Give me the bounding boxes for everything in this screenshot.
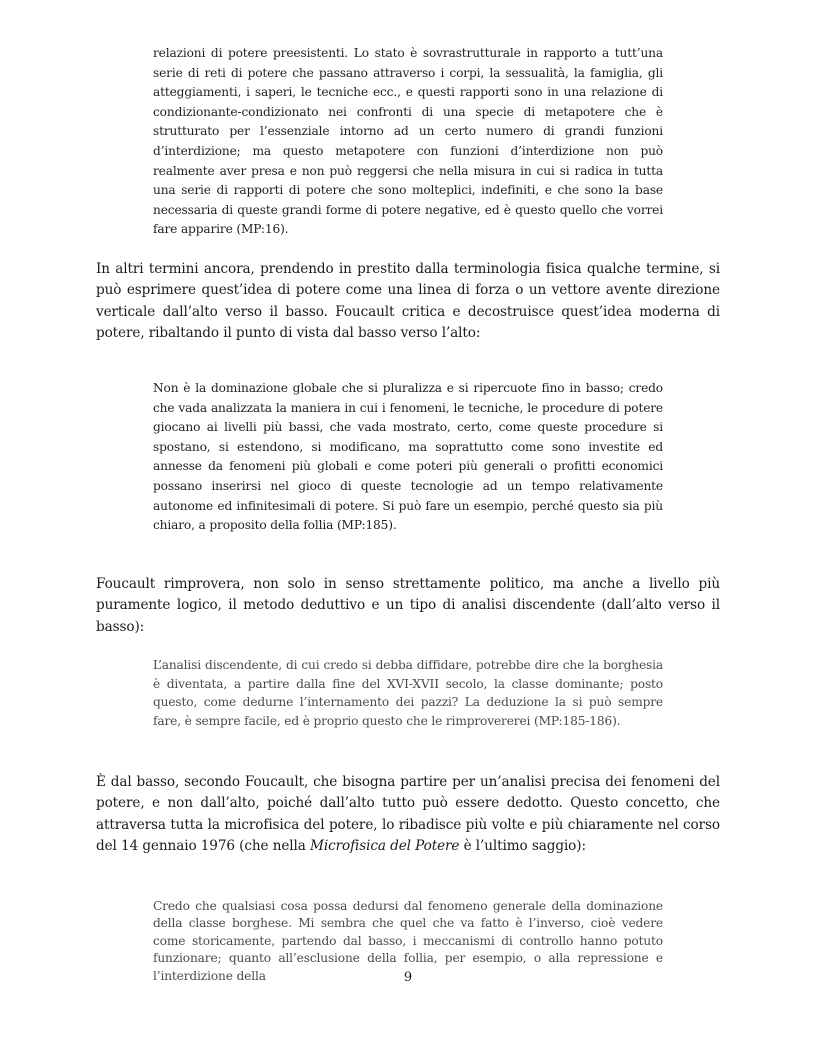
paragraph-3-text-before: È dal basso, secondo Foucault, che bisogna partire per un’analisi precisa dei fenomeni del potere, e non dall’alto, poiché dall’alto tutto può essere dedotto. Questo concetto, che attraversa tutta la microfisica del potere, lo ribadisce più volte e più chiaramente nel corso del 14 gennaio 1976 (che nella [96,774,720,855]
block-quote-4: Credo che qualsiasi cosa possa dedursi dal fenomeno generale della dominazione della classe borghese. Mi sembra che quel che va fatto è l’inverso, cioè vedere come storicamente, partendo dal basso, i meccanismi di controllo hanno potuto funzionare; quanto all’esclusione della follia, per esempio, o alla repressione e l’interdizione della [153,899,663,983]
paragraph-1: In altri termini ancora, prendendo in prestito dalla terminologia fisica qualche termine, si può esprimere quest’idea di potere come una linea di forza o un vettore avente direzione verticale dall’alto verso il basso. Foucault critica e decostruisce quest’idea moderna di potere, ribaltando il punto di vista dal basso verso l’alto: [96,261,720,342]
block-quote-3: L’analisi discendente, di cui credo si debba diffidare, potrebbe dire che la borghesia è diventata, a partire dalla fine del XVI-XVII secolo, la classe dominante; posto questo, come dedurne l’internamento dei pazzi? La deduzione la si può sempre fare, è sempre facile, ed è proprio questo che le rimprovererei (MP:185-186). [153,658,663,728]
paragraph-2: Foucault rimprovera, non solo in senso strettamente politico, ma anche a livello più puramente logico, il metodo deduttivo e un tipo di analisi discendente (dall’alto verso il basso): [96,576,720,635]
page-number: 9 [403,970,413,985]
book-title-italic: Microfisica del Potere [310,838,460,855]
paragraph-3 [96,772,720,858]
block-quote-1: relazioni di potere preesistenti. Lo stato è sovrastrutturale in rapporto a tutt’una serie di reti di potere che passano attraverso i corpi, la sessualità, la famiglia, gli atteggiamenti, i saperi, le tecniche ecc., e questi rapporti sono in una relazione di condizionante-condizionato nei confronti di una specie di metapotere che è strutturato per l’essenziale intorno ad un certo numero di grandi funzioni d’interdizione; ma questo metapotere con funzioni d’interdizione non può realmente aver presa e non può reggersi che nella misura in cui si radica in tutta una serie di rapporti di potere che sono molteplici, indefiniti, e che sono la base necessaria di queste grandi forme di potere negative, ed è questo quello che vorrei fare apparire (MP:16). [153,46,663,237]
block-quote-2: Non è la dominazione globale che si pluralizza e si ripercuote fino in basso; credo che vada analizzata la maniera in cui i fenomeni, le tecniche, le procedure di potere giocano ai livelli più bassi, che vada mostrato, certo, come queste procedure si spostano, si estendono, si modificano, ma soprattutto come sono investite ed annesse da fenomeni più globali e come poteri più generali o profitti economici possano inserirsi nel gioco di queste tecnologie ad un tempo relativamente autonome ed infinitesimali di potere. Si può fare un esempio, perché questo sia più chiaro, a proposito della follia (MP:185). [153,381,663,533]
paragraph-3-text-after: è l’ultimo saggio): [459,838,586,855]
